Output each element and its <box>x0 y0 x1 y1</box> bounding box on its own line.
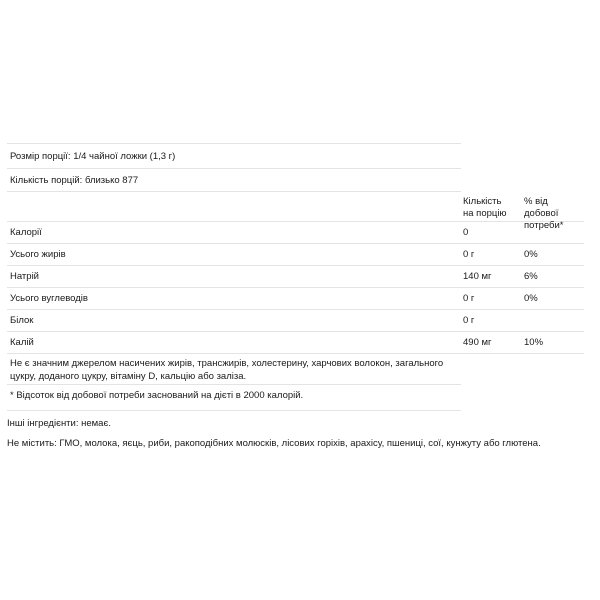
table-header <box>7 192 584 231</box>
header-amount <box>463 196 524 220</box>
nutrient-amount: 0 г <box>463 314 475 326</box>
nutrient-name: Усього вуглеводів <box>10 293 88 304</box>
nutrient-dv: 6% <box>524 270 538 282</box>
nutrient-amount: 0 г <box>463 248 475 260</box>
nutrient-name: Натрій <box>10 271 39 282</box>
servings-count-row <box>7 169 461 192</box>
nutrient-name: Калорії <box>10 227 42 238</box>
nutrient-name: Усього жирів <box>10 249 66 260</box>
nutrient-dv: 10% <box>524 336 544 348</box>
table-row <box>7 266 584 288</box>
table-row <box>7 288 584 310</box>
other-ingredients: Інші інгредієнти: немає. <box>7 418 111 429</box>
table-row <box>7 222 584 244</box>
allergen-statement: Не містить: ГМО, молока, яєць, риби, ракоподібних молюсків, лісових горіхів, арахісу, пшениці, сої, кунжуту або глютена. <box>7 438 541 449</box>
serving-size-row <box>7 143 461 169</box>
nutrient-name: Калій <box>10 337 34 348</box>
serving-size: Розмір порції: 1/4 чайної ложки (1,3 г) <box>10 150 176 162</box>
nutrient-name: Білок <box>10 315 34 326</box>
divider <box>7 410 461 411</box>
table-row <box>7 332 584 354</box>
nutrition-table <box>7 192 584 354</box>
table-row <box>7 244 584 266</box>
header-amount-line1: Кількість <box>463 196 502 207</box>
nutrient-amount: 490 мг <box>463 336 492 348</box>
header-dv-line1: % від добової <box>524 196 559 219</box>
header-daily-value <box>524 196 584 232</box>
nutrient-amount: 0 г <box>463 292 475 304</box>
table-row <box>7 310 584 332</box>
nutrient-amount: 140 мг <box>463 270 492 282</box>
daily-value-footnote: * Відсоток від добової потреби заснований на дієті в 2000 калорій. <box>10 390 304 401</box>
nutrient-amount: 0 <box>463 226 469 238</box>
servings-count: Кількість порцій: близько 877 <box>10 174 139 186</box>
divider <box>7 384 461 385</box>
serving-info <box>7 143 461 192</box>
header-dv-line2: потреби* <box>524 220 564 231</box>
nutrient-dv: 0% <box>524 248 538 260</box>
not-significant-note: Не є значним джерелом насичених жирів, трансжирів, холестерину, харчових волокон, загального цукру, доданого цукру, вітаміну D, кальцію або заліза. <box>10 358 444 382</box>
nutrient-dv: 0% <box>524 292 538 304</box>
header-amount-line2: на порцію <box>463 208 507 219</box>
